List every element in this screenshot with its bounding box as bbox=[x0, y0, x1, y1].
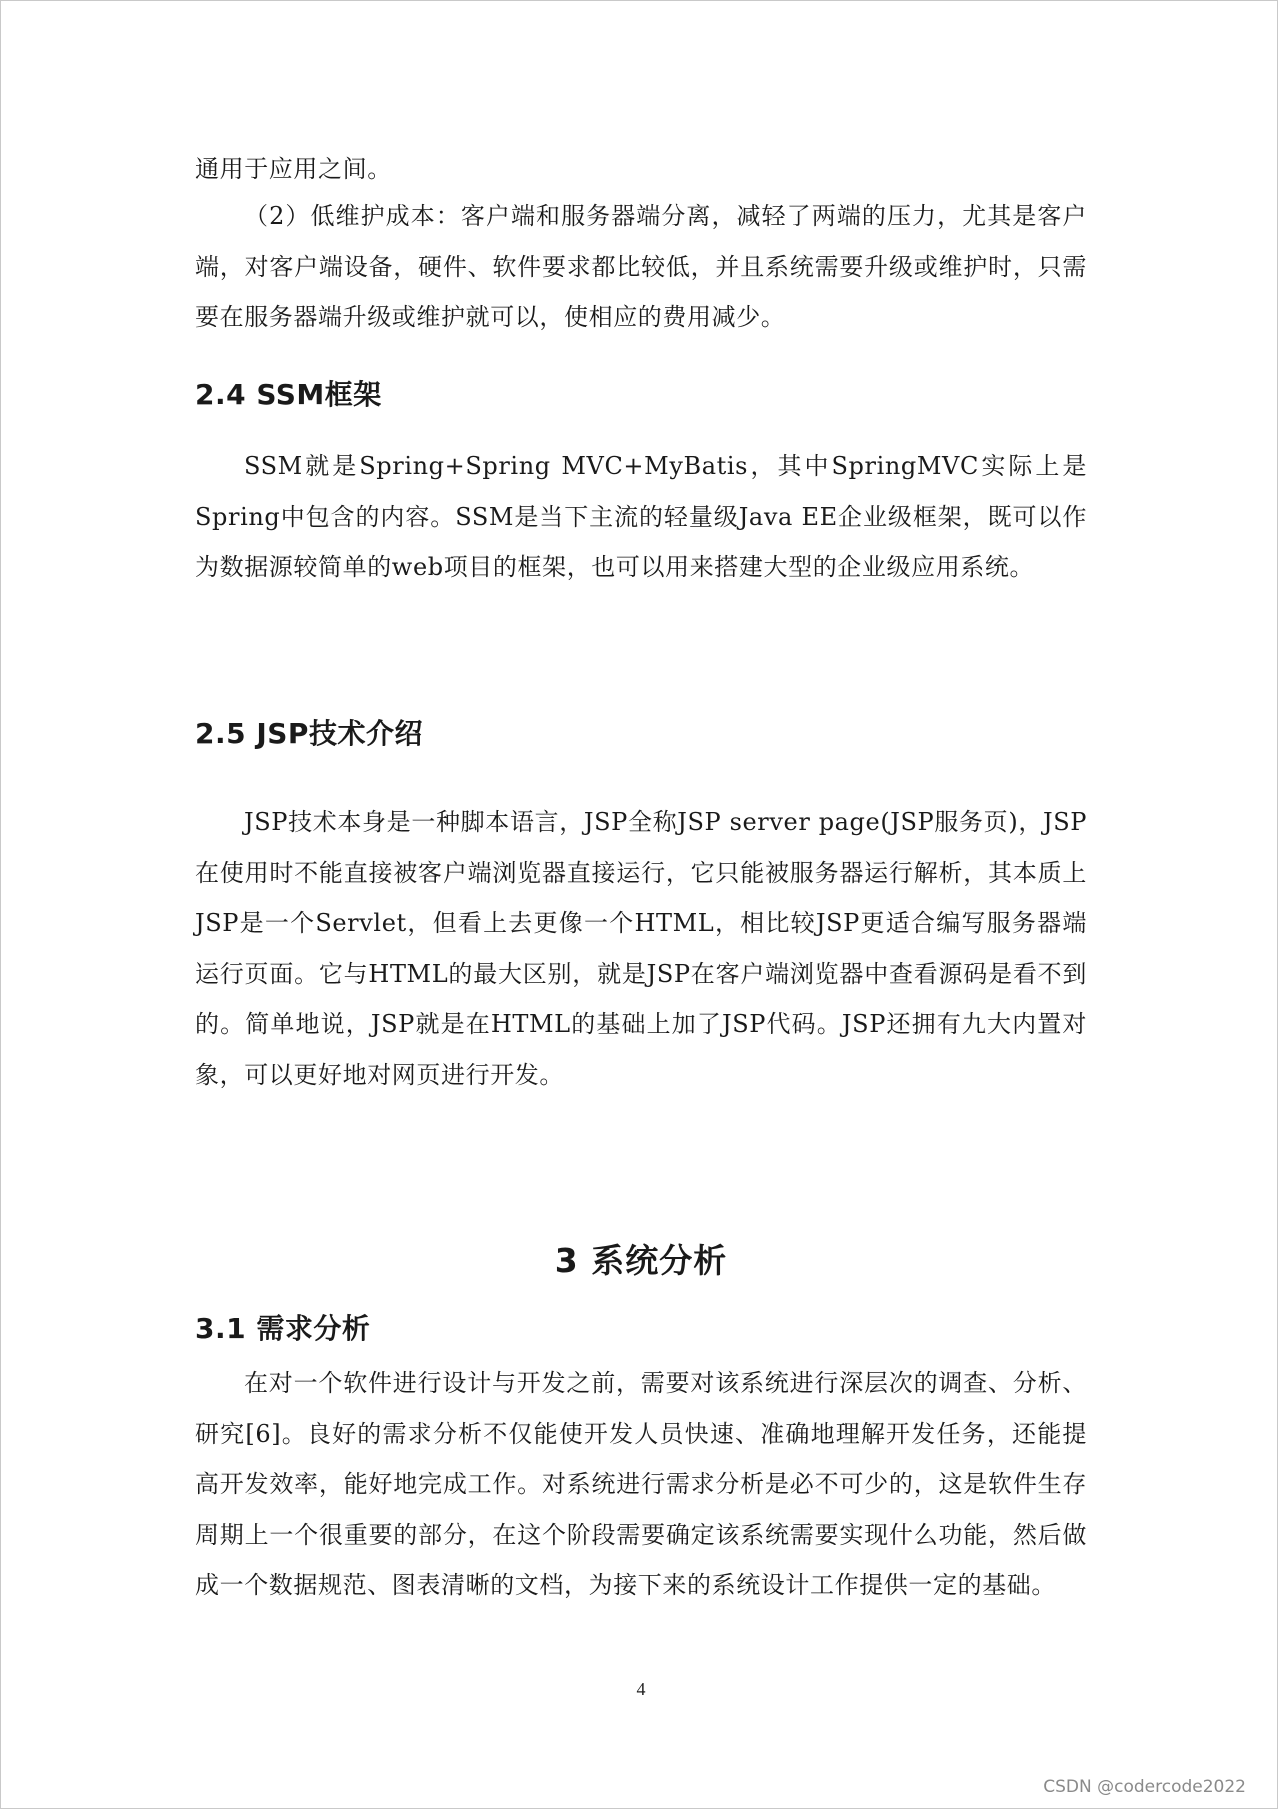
chapter-heading-3: 3 系统分析 bbox=[554, 1241, 728, 1280]
paragraph-ssm: SSM就是Spring+Spring MVC+MyBatis，其中SpringMVC实际上是Spring中包含的内容。SSM是当下主流的轻量级Java EE企业级框架，既可以作为数据源较简单的web项目的框架，也可以用来搭建大型的企业级应用系统。 bbox=[195, 452, 1087, 581]
section-heading-2-5: 2.5 JSP技术介绍 bbox=[195, 717, 423, 750]
paragraph-low-maintenance: （2）低维护成本：客户端和服务器端分离，减轻了两端的压力，尤其是客户端，对客户端设备，硬件、软件要求都比较低，并且系统需要升级或维护时，只需要在服务器端升级或维护就可以，使相应的费用减少。 bbox=[195, 202, 1087, 331]
paragraph-continued: 通用于应用之间。 bbox=[195, 155, 392, 183]
section-heading-3-1: 3.1 需求分析 bbox=[195, 1312, 371, 1345]
csdn-watermark: CSDN @codercode2022 bbox=[1043, 1777, 1246, 1797]
paragraph-jsp: JSP技术本身是一种脚本语言，JSP全称JSP server page(JSP服务页)，JSP在使用时不能直接被客户端浏览器直接运行，它只能被服务器运行解析，其本质上JSP是一个Servlet，但看上去更像一个HTML，相比较JSP更适合编写服务器端运行页面。它与HTML的最大区别，就是JSP在客户端浏览器中查看源码是看不到的。简单地说，JSP就是在HTML的基础上加了JSP代码。JSP还拥有九大内置对象，可以更好地对网页进行开发。 bbox=[195, 808, 1087, 1089]
paragraph-requirements: 在对一个软件进行设计与开发之前，需要对该系统进行深层次的调查、分析、研究[6]。良好的需求分析不仅能使开发人员快速、准确地理解开发任务，还能提高开发效率，能好地完成工作。对系统进行需求分析是必不可少的，这是软件生存周期上一个很重要的部分，在这个阶段需要确定该系统需要实现什么功能，然后做成一个数据规范、图表清晰的文档，为接下来的系统设计工作提供一定的基础。 bbox=[195, 1369, 1087, 1599]
section-heading-2-4: 2.4 SSM框架 bbox=[195, 378, 382, 411]
page-number: 4 bbox=[636, 1679, 646, 1699]
